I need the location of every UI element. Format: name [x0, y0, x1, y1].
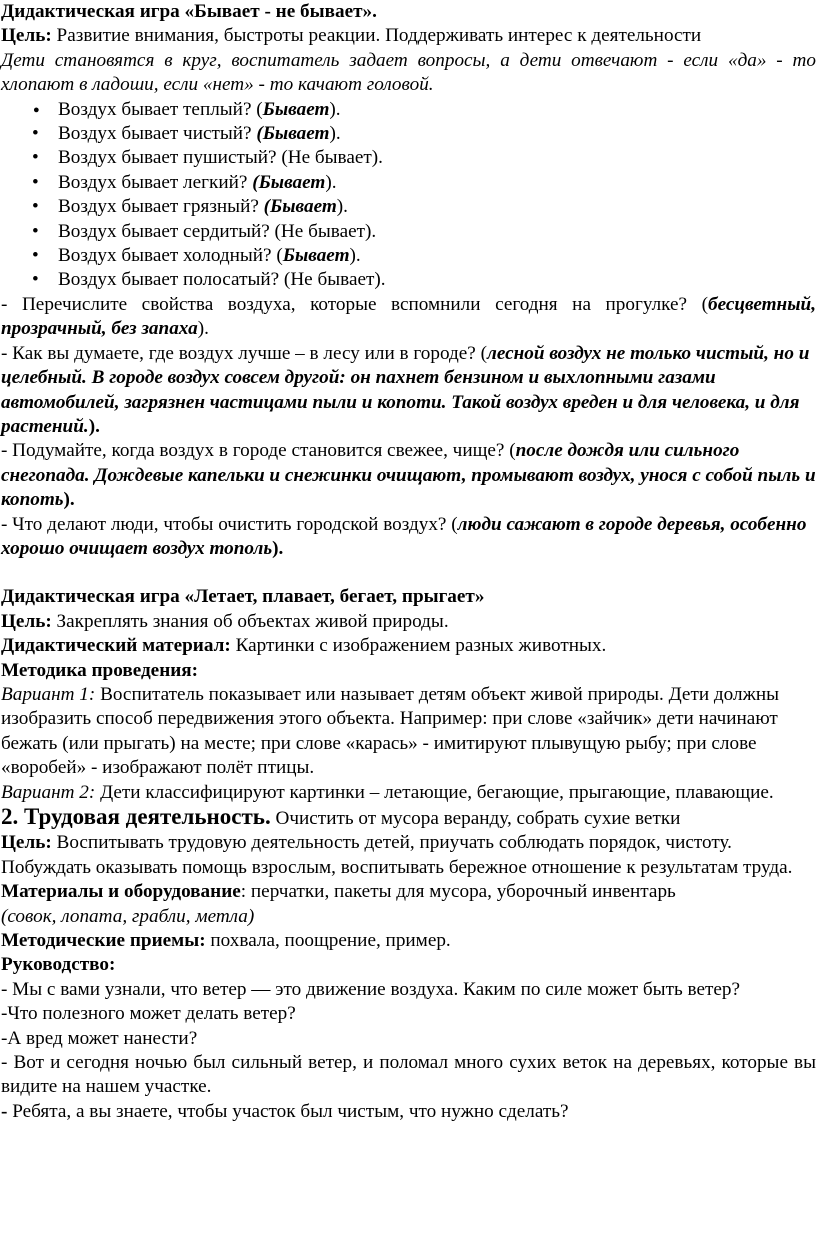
game2-title: Дидактическая игра «Летает, плавает, бегает, прыгает» — [1, 586, 485, 608]
spacer — [1, 561, 816, 585]
game2-goal: Цель: Закреплять знания об объектах живой природы. — [1, 610, 449, 632]
game2-variant2: Вариант 2: Дети классифицируют картинки – летающие, бегающие, прыгающие, плавающие. — [1, 781, 774, 803]
list-item: • Воздух бывает грязный? (Бывает). — [1, 195, 816, 219]
labor-heading: 2. Трудовая деятельность. Очистить от мусора веранду, собрать сухие ветки — [1, 804, 681, 829]
list-item: • Воздух бывает сердитый? (Не бывает). — [1, 220, 816, 244]
game1-instructions: Дети становятся в круг, воспитатель задает вопросы, а дети отвечают - если «да» - то хлопают в ладоши, если «нет» - то качают головой. — [1, 49, 816, 96]
list-item: • Воздух бывает пушистый? (Не бывает). — [1, 146, 816, 170]
dialog-line: - Подумайте, когда воздух в городе становится свежее, чище? (после дождя или сильного снегопада. Дождевые капельки и снежинки очищают, промывают воздух, унося с собой пыль и копоть). — [1, 440, 816, 511]
dialog-line: - Как вы думаете, где воздух лучше – в лесу или в городе? (лесной воздух не только чистый, но и целебный. В городе воздух совсем другой: он пахнет бензином и выхлопными газами автомобилей, загрязнен частицами пыли и копоти. Такой воздух вреден и для человека, и для растений.). — [1, 342, 810, 437]
labor-methods: Методические приемы: похвала, поощрение, пример. — [1, 930, 451, 952]
game2-method-label: Методика проведения: — [1, 659, 199, 681]
labor-line: - Вот и сегодня ночью был сильный ветер, и поломал много сухих веток на деревьях, которые вы видите на нашем участке. — [1, 1052, 816, 1098]
labor-line-last: - Ребята, а вы знаете, чтобы участок был чистым, что нужно сделать? — [1, 1100, 569, 1122]
labor-goal: Цель: Воспитывать трудовую деятельность детей, приучать соблюдать порядок, чистоту. Побуждать оказывать помощь взрослым, воспитывать бережное отношение к результатам труда. — [1, 832, 793, 878]
list-item: • Воздух бывает холодный? (Бывает). — [1, 244, 816, 268]
game2-material: Дидактический материал: Картинки с изображением разных животных. — [1, 635, 607, 657]
labor-line: - Мы с вами узнали, что ветер — это движение воздуха. Каким по силе может быть ветер? — [1, 978, 740, 1000]
labor-line: -Что полезного может делать ветер? — [1, 1003, 296, 1025]
game1-question-list — [1, 98, 816, 293]
dialog-line: - Перечислите свойства воздуха, которые вспомнили сегодня на прогулке? (бесцветный, прозрачный, без запаха). — [1, 293, 816, 340]
list-item: • Воздух бывает полосатый? (Не бывает). — [1, 268, 816, 292]
list-item: • Воздух бывает чистый? (Бывает). — [1, 122, 816, 146]
list-item: ● Воздух бывает теплый? (Бывает). — [1, 98, 816, 122]
game2-variant1: Вариант 1: Воспитатель показывает или называет детям объект живой природы. Дети должны изобразить способ передвижения этого объекта. Например: при слове «зайчик» дети начинают бежать (или прыгать) на месте; при слове «карась» - имитируют плывущую рыбу; при слове «воробей» - изображают полёт птицы. — [1, 683, 779, 779]
game1-title: Дидактическая игра «Бывает - не бывает». — [1, 1, 377, 22]
game1-goal: Цель: Развитие внимания, быстроты реакции. Поддерживать интерес к деятельности — [1, 25, 702, 47]
dialog-line: - Что делают люди, чтобы очистить городской воздух? (люди сажают в городе деревья, особенно хорошо очищает воздух тополь). — [1, 513, 807, 559]
labor-line: -А вред может нанести? — [1, 1027, 198, 1049]
list-item: • Воздух бывает легкий? (Бывает). — [1, 171, 816, 195]
labor-materials-list: (совок, лопата, грабли, метла) — [1, 905, 255, 927]
labor-materials: Материалы и оборудование: перчатки, пакеты для мусора, уборочный инвентарь — [1, 881, 676, 903]
labor-guide-label: Руководство: — [1, 954, 116, 976]
